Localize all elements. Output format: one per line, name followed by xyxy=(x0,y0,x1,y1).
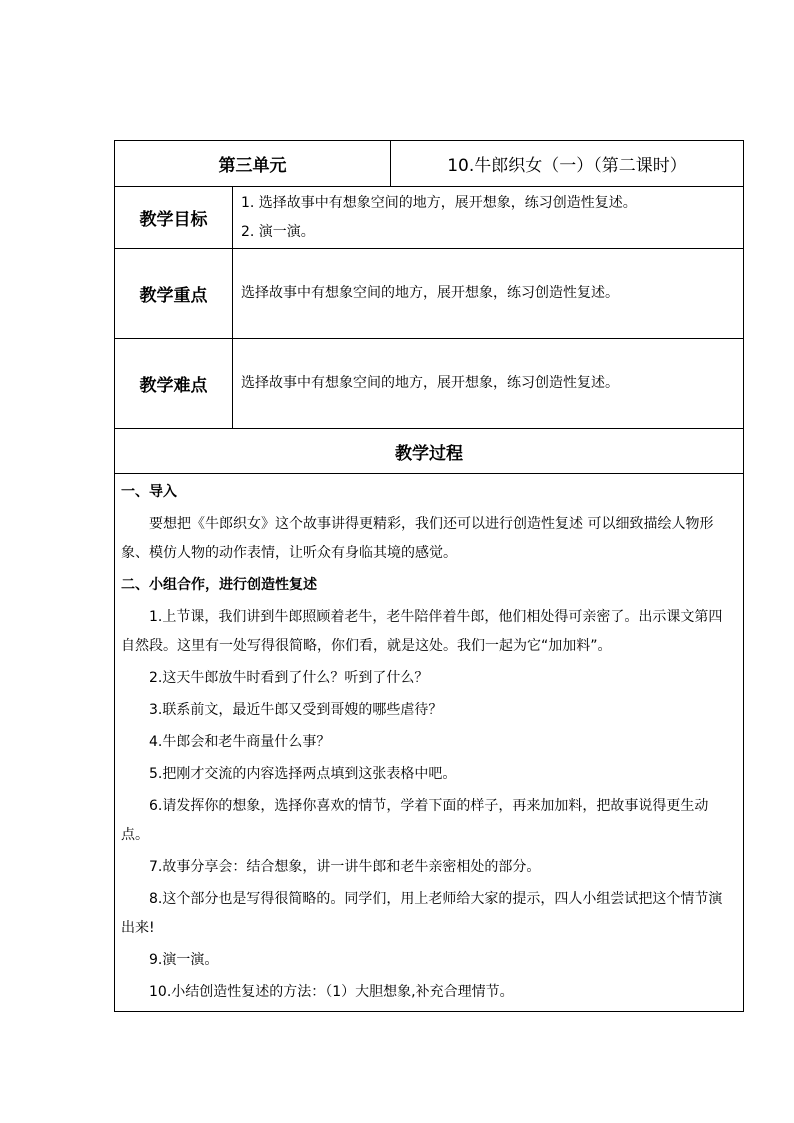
paragraph: 10.小结创造性复述的方法：（1）大胆想象,补充合理情节。 xyxy=(149,984,514,1000)
goal-item: 2. 演一演。 xyxy=(241,223,315,240)
paragraph: 4.牛郎会和老牛商量什么事？ xyxy=(149,734,331,750)
lesson-plan-table xyxy=(114,140,744,1012)
difficulties-row xyxy=(115,339,744,429)
paragraph: 9.演一演。 xyxy=(149,952,219,968)
difficulties-text: 选择故事中有想象空间的地方，展开想象，练习创造性复述。 xyxy=(233,339,744,429)
key-points-row xyxy=(115,249,744,339)
paragraph: 1.上节课，我们讲到牛郎照顾着老牛，老牛陪伴着牛郎，他们相处得可亲密了。出示课文第四自然段。这里有一处写得很简略，你们看，就是这处。我们一起为它“加加料”。 xyxy=(121,609,723,654)
difficulties-label: 教学难点 xyxy=(115,339,233,429)
paragraph: 3.联系前文，最近牛郎又受到哥嫂的哪些虐待？ xyxy=(149,702,443,718)
section-heading: 一、导入 xyxy=(121,484,177,500)
paragraph: 6.请发挥你的想象，选择你喜欢的情节，学着下面的样子，再来加加料，把故事说得更生动点。 xyxy=(121,798,709,843)
paragraph: 8.这个部分也是写得很简略的。同学们，用上老师给大家的提示，四人小组尝试把这个情节演出来! xyxy=(121,891,723,936)
process-body-row xyxy=(115,474,744,1012)
goals-row xyxy=(115,187,744,249)
paragraph: 7.故事分享会：结合想象，讲一讲牛郎和老牛亲密相处的部分。 xyxy=(149,859,541,875)
goals-label: 教学目标 xyxy=(115,187,233,249)
goal-item: 1. 选择故事中有想象空间的地方，展开想象，练习创造性复述。 xyxy=(241,194,637,211)
paragraph: 5.把刚才交流的内容选择两点填到这张表格中吧。 xyxy=(149,766,457,782)
paragraph: 要想把《牛郎织女》这个故事讲得更精彩，我们还可以进行创造性复述 可以细致描绘人物形象、模仿人物的动作表情，让听众有身临其境的感觉。 xyxy=(121,516,714,561)
process-title-row xyxy=(115,429,744,474)
header-row xyxy=(115,141,744,187)
section-heading: 二、小组合作，进行创造性复述 xyxy=(121,577,317,593)
key-points-label: 教学重点 xyxy=(115,249,233,339)
key-points-text: 选择故事中有想象空间的地方，展开想象，练习创造性复述。 xyxy=(233,249,744,339)
unit-title: 第三单元 xyxy=(115,141,391,187)
process-content xyxy=(115,474,744,1012)
lesson-title: 10.牛郎织女（一）（第二课时） xyxy=(391,141,744,187)
process-title: 教学过程 xyxy=(115,429,744,474)
paragraph: 2.这天牛郎放牛时看到了什么？听到了什么？ xyxy=(149,670,429,686)
goals-content xyxy=(233,187,744,249)
